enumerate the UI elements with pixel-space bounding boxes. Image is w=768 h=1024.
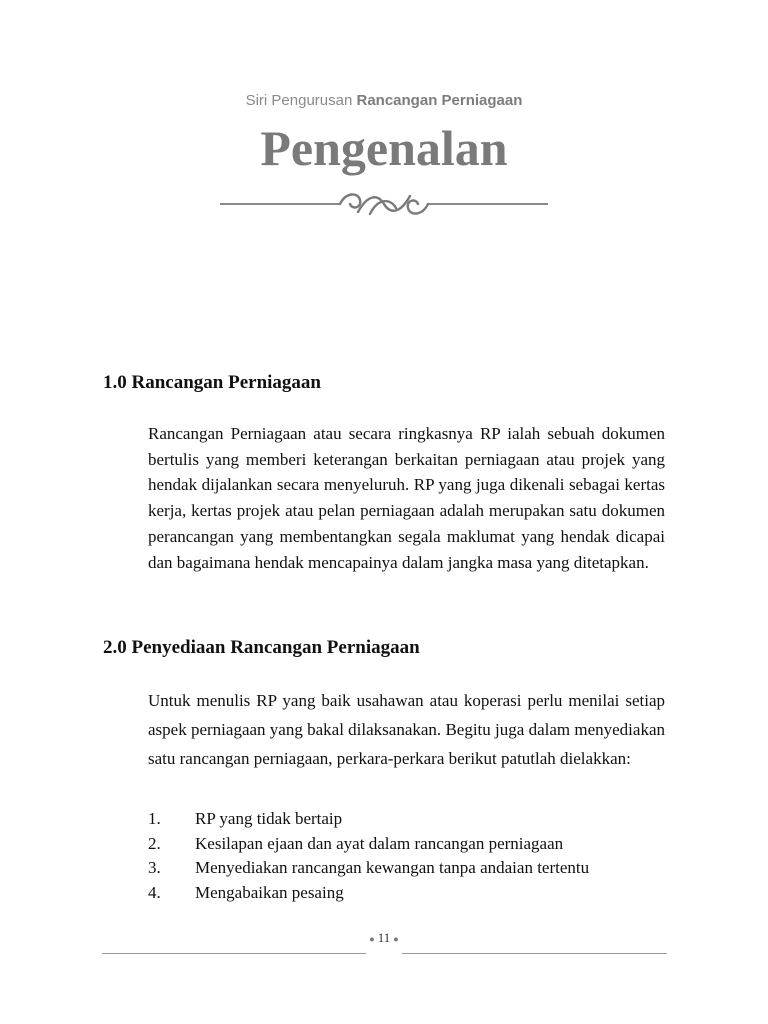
series-prefix: Siri Pengurusan [245, 92, 353, 109]
list-item [148, 832, 665, 857]
series-title [0, 92, 768, 109]
list-item-number: 1. [148, 809, 161, 828]
footer-rule-left [102, 953, 366, 954]
list-item-number: 2. [148, 833, 161, 853]
list-item-number: 4. [148, 882, 161, 902]
list-item-text: Mengabaikan pesaing [195, 882, 344, 902]
section-heading-1: 1.0 Rancangan Perniagaan [103, 372, 321, 393]
list-item [148, 881, 665, 906]
page-number-value: 11 [377, 930, 391, 945]
section-2-paragraph: Untuk menulis RP yang baik usahawan atau koperasi perlu menilai setiap aspek perniagaan yang bakal dilaksanakan. Begitu juga dalam menyediakan satu rancangan perniagaan, perkara-perkara berikut patutlah dielakkan: [148, 691, 665, 768]
chapter-title: Pengenalan [260, 120, 508, 176]
series-name: Rancangan Perniagaan [356, 92, 523, 109]
list-item-number: 3. [148, 858, 161, 877]
bullet-dot-icon: ● [393, 934, 399, 945]
bullet-dot-icon: ● [369, 934, 375, 945]
flourish-divider-ornament [218, 186, 550, 222]
list-item-text: RP yang tidak bertaip [195, 809, 343, 828]
pitfalls-list [148, 807, 665, 905]
list-item-text: Menyediakan rancangan kewangan tanpa andaian tertentu [195, 858, 590, 877]
section-heading-2: 2.0 Penyediaan Rancangan Perniagaan [103, 637, 420, 658]
page-number [334, 930, 434, 946]
footer-rule-right [402, 953, 667, 954]
list-item [148, 807, 665, 832]
section-1-paragraph: Rancangan Perniagaan atau secara ringkasnya RP ialah sebuah dokumen bertulis yang memberi keterangan berkaitan perniagaan atau projek yang hendak dijalankan secara menyeluruh. RP yang juga dikenali sebagai kertas kerja, kertas projek atau pelan perniagaan adalah merupakan satu dokumen perancangan yang membentangkan segala maklumat yang hendak dicapai dan bagaimana hendak mencapainya dalam jangka masa yang ditetapkan. [148, 424, 665, 572]
list-item-text: Kesilapan ejaan dan ayat dalam rancangan perniagaan [195, 833, 564, 853]
list-item [148, 856, 665, 881]
